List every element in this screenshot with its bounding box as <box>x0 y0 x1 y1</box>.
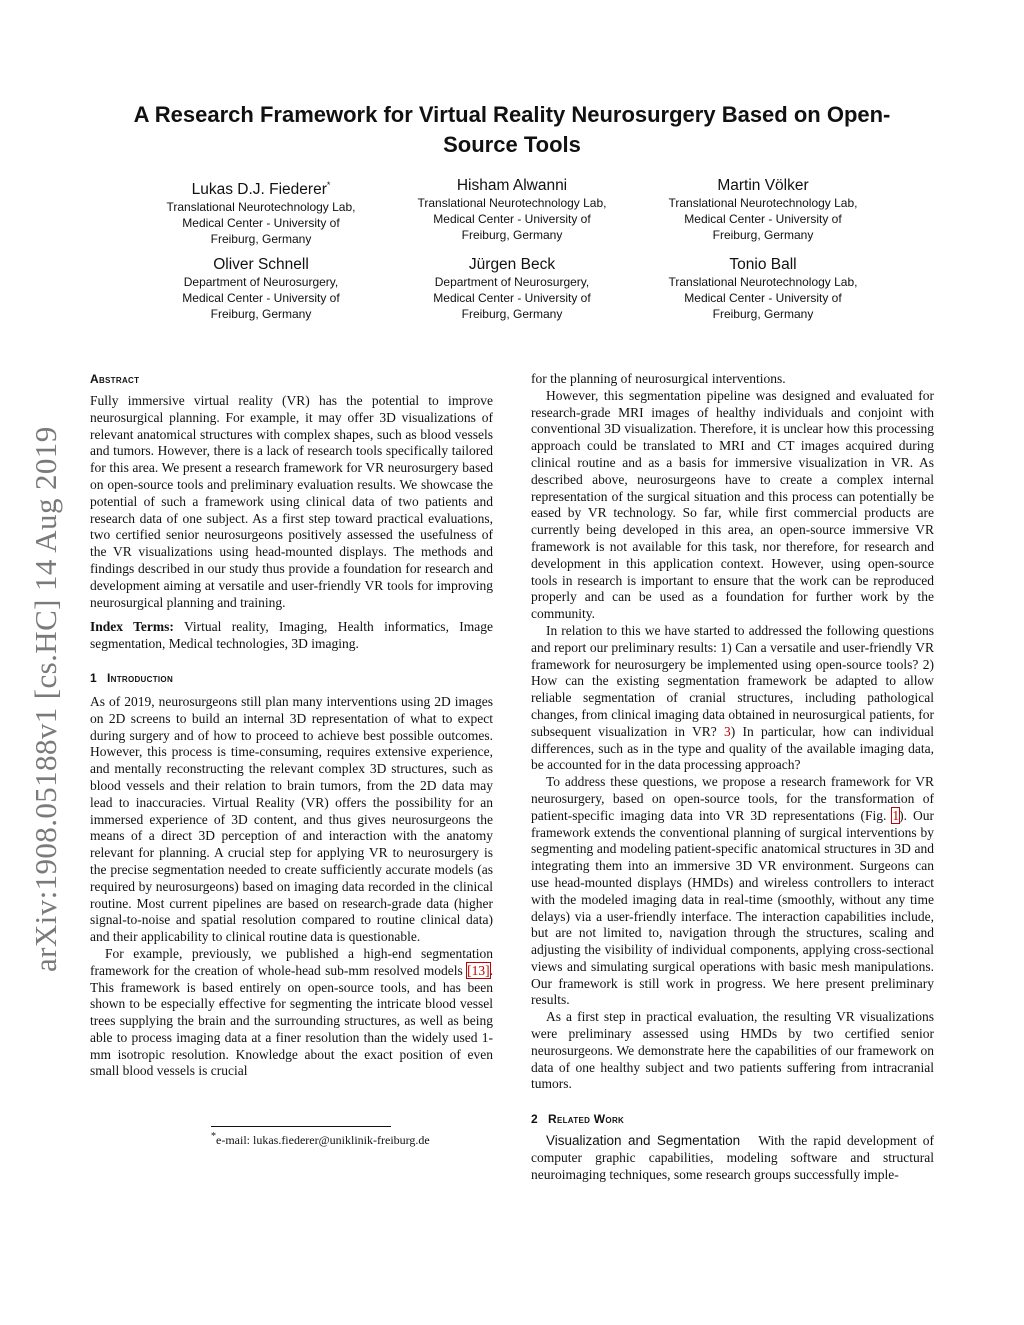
question-link[interactable]: 3 <box>723 723 731 739</box>
paragraph-text: For example, previously, we published a high-end segmentation framework for the creation of whole-head sub-mm resolved models <box>90 945 493 978</box>
abstract-text: Fully immersive virtual reality (VR) has the potential to improve neurosurgical planning. For example, it may offer 3D visualizations of relevant anatomical structures with complex shapes, such as blood vessels and tumors. However, there is a lack of research tools specifically tailored for this area. We present a research framework for VR neurosurgery based on open-source tools and preliminary evaluation results. We showcase the potential of such a framework using clinical data of two patients and research data of one subject. As a first step toward practical evaluations, two certified senior neurosurgeons positively assessed the usefulness of the VR visualizations using head-mounted displays. The methods and findings described in our study thus provide a foundation for research and development aiming at versatile and user-friendly VR tools for improving neurosurgical planning and training. <box>90 393 493 610</box>
author-affiliation: Department of Neurosurgery, Medical Center - University of Freiburg, Germany <box>182 275 340 321</box>
paper-title: A Research Framework for Virtual Reality Neurosurgery Based on Open-Source Tools <box>133 102 891 157</box>
paragraph-text: In relation to this we have started to addressed the following questions and report our preliminary results: 1) Can a versatile and user-friendly VR framework for neurosurgery be implemented using open-source tools? 2) How can the existing segmentation framework be adapted to allow reliable segmentation of cranial structures, including pathological changes, from clinical imaging data obtained in neurosurgical patients, for subsequent visualization in VR? <box>531 622 934 739</box>
author-affiliation: Translational Neurotechnology Lab, Medical Center - University of Freiburg, Germany <box>417 196 607 242</box>
intro-paragraph: However, this segmentation pipeline was designed and evaluated for research-grade MRI images of healthy individuals and conjoint with conventional 3D visualization. Therefore, it is unclear how this processing approach could be translated to MRI and CT images acquired during clinical routine and as a basis for immersive visualization in VR. As described above, neurosurgeons have to create a complex internal representation of the surgical situation and this process can potentially be eased by VR technology. So far, while first commercial products are currently being developed in this area, an open-source immersive VR framework is not available for this task, nor therefore, for research and development in this application context. However, using open-source tools in research is important to ensure that the work can be reproduced properly and can be used as a foundation for further work by the community. <box>531 387 934 622</box>
author-affiliation: Translational Neurotechnology Lab, Medical Center - University of Freiburg, Germany <box>166 200 356 247</box>
author-block <box>141 176 381 247</box>
index-terms-label: Index Terms: <box>90 619 174 635</box>
paragraph-text: To address these questions, we propose a research framework for VR neurosurgery, based on open-source tools, for the transformation of patient-specific imaging data into VR 3D representations (Fig. <box>531 774 934 823</box>
citation-link[interactable]: [13] <box>467 962 490 978</box>
author-affiliation: Translational Neurotechnology Lab, Medical Center - University of Freiburg, Germany <box>668 196 858 242</box>
author-name: Lukas D.J. Fiederer <box>191 181 327 199</box>
author-affiliation: Translational Neurotechnology Lab, Medical Center - University of Freiburg, Germany <box>668 275 858 321</box>
author-affiliation: Department of Neurosurgery, Medical Center - University of Freiburg, Germany <box>433 275 591 321</box>
paragraph-text: . This framework is based entirely on open-source tools, and has been shown to be especially effective for segmenting the intricate blood vessel trees supplying the brain and the surrounding structures, as well as being able to process imaging data at a finer resolution than the widely used 1-mm isotropic resolution. Knowledge about the exact position of even small blood vessels is crucial <box>90 962 493 1079</box>
abstract-heading: Abstract <box>90 372 140 386</box>
author-name: Tonio Ball <box>729 256 797 273</box>
footnote-text: e-mail: lukas.fiederer@uniklinik-freiburg.de <box>216 1133 430 1147</box>
author-block <box>643 176 883 243</box>
arxiv-sidebar-label: arXiv:1908.05188v1 [cs.HC] 14 Aug 2019 <box>28 426 63 972</box>
author-block <box>643 255 883 322</box>
intro-paragraph <box>90 946 493 1080</box>
intro-paragraph: As of 2019, neurosurgeons still plan many interventions using 2D images on 2D screens to build an internal 3D representation of what to expect during surgery and of how to proceed to achieve best possible outcomes. However, this process is time-consuming, requires extensive experience, and mentally reconstructing the relevant complex 3D structures, such as blood vessels and their relation to brain tumors, from the 2D data may lead to inaccuracies. Virtual Reality (VR) offers the possibility for an immersed experience of 3D content, and thus gives neurosurgeons the means of a direct 3D perception of and interaction with the anatomy relevant for planning. A crucial step for applying VR to neurosurgery is the precise segmentation needed to create sufficiently accurate models (as required by neurosurgeons) based on imaging data recorded in the clinical routine. Most current pipelines are based on research-grade data (higher signal-to-noise and spatial resolution compared to routine clinical data) and their applicability to clinical routine data is questionable. <box>90 693 493 945</box>
section-title: Introduction <box>106 670 174 685</box>
footnote-mark[interactable]: * <box>326 180 331 190</box>
intro-paragraph: for the planning of neurosurgical interventions. <box>531 371 786 386</box>
left-column <box>90 371 493 1080</box>
section-title: Related Work <box>547 1112 625 1127</box>
footnote <box>211 1129 430 1148</box>
footnote-mark: * <box>211 1131 216 1142</box>
author-block <box>392 255 632 322</box>
subsection-runin: Visualization and Segmentation <box>546 1133 741 1149</box>
related-work-heading <box>531 1111 934 1127</box>
author-block <box>141 255 381 322</box>
figure-link[interactable]: 1 <box>892 807 900 823</box>
paragraph-text: ) In particular, how can individual differences, such as in the type and quality of the available imaging data, be accounted for in the data processing approach? <box>531 723 934 773</box>
index-terms <box>90 619 493 653</box>
author-name: Oliver Schnell <box>213 256 309 273</box>
intro-paragraph <box>531 623 934 774</box>
paragraph-text: ). Our framework extends the conventional planning of surgical interventions by segmenting and modeling patient-specific anatomical structures in 3D and integrating them into an immersive 3D VR environment. Surgeons can use head-mounted displays (HMDs) and wireless controllers to interact with the modeled imaging data in real-time (smoothly, without any time delays) via a user-friendly interface. The interaction capabilities include, but are not limited to, navigation through the structures, scaling and adjusting the visibility of individual components, applying cross-sectional views and simulating surgical operations with basic mesh manipulations. Our framework is still work in progress. We here present preliminary results. <box>531 807 935 1008</box>
section-number: 2 <box>531 1112 538 1127</box>
index-terms-text: Virtual reality, Imaging, Health informatics, Image segmentation, Medical technologies, 3D imaging. <box>90 619 494 652</box>
intro-paragraph <box>531 774 934 1009</box>
author-name: Jürgen Beck <box>468 256 556 273</box>
paragraph-text: With the rapid development of computer graphic capabilities, modeling software and structural neuroimaging techniques, some research groups successfully imple- <box>531 1133 934 1182</box>
section-number: 1 <box>90 670 97 685</box>
intro-heading <box>90 670 493 686</box>
intro-paragraph: As a first step in practical evaluation, the resulting VR visualizations were preliminary assessed using HMDs by two certified senior neurosurgeons. We demonstrate here the capabilities of our framework on data of one healthy subject and two patients suffering from intracranial tumors. <box>531 1009 934 1092</box>
author-name: Hisham Alwanni <box>456 177 568 194</box>
related-work-paragraph <box>531 1133 934 1183</box>
author-block <box>392 176 632 243</box>
footnote-rule <box>211 1126 391 1127</box>
author-name: Martin Völker <box>717 177 809 194</box>
right-column <box>531 371 934 1184</box>
